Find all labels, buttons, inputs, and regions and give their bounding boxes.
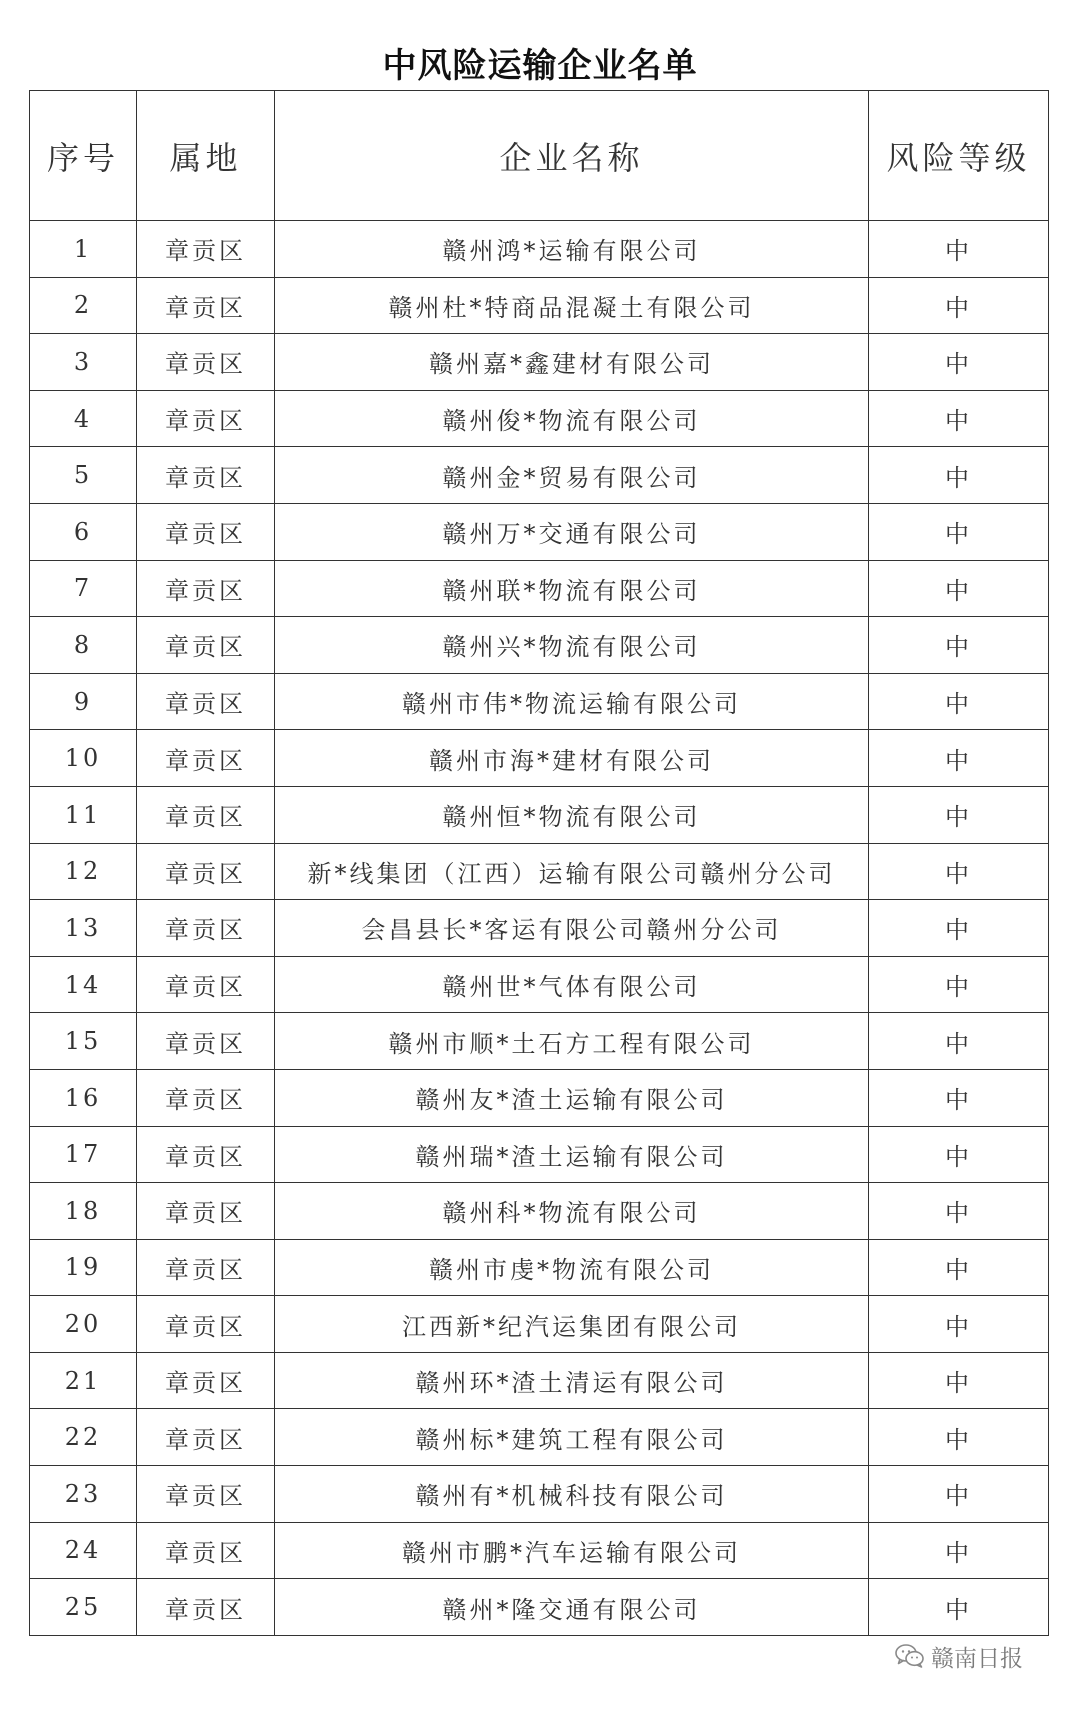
table-row	[30, 956, 1049, 1013]
serial-number-cell: 18	[30, 1183, 137, 1240]
district-cell: 章贡区	[137, 277, 275, 334]
serial-number-cell: 11	[30, 786, 137, 843]
table-row	[30, 221, 1049, 278]
serial-number-cell: 21	[30, 1352, 137, 1409]
risk-level-cell: 中	[869, 503, 1049, 560]
risk-level-cell: 中	[869, 786, 1049, 843]
district-cell: 章贡区	[137, 334, 275, 391]
risk-level-cell: 中	[869, 560, 1049, 617]
company-name-cell: 赣州科*物流有限公司	[275, 1183, 869, 1240]
risk-level-cell: 中	[869, 1183, 1049, 1240]
serial-number-cell: 3	[30, 334, 137, 391]
risk-level-cell: 中	[869, 617, 1049, 674]
company-name-cell: 赣州环*渣土清运有限公司	[275, 1352, 869, 1409]
company-name-cell: 赣州联*物流有限公司	[275, 560, 869, 617]
serial-number-cell: 24	[30, 1522, 137, 1579]
company-name-cell: 赣州*隆交通有限公司	[275, 1579, 869, 1636]
serial-number-cell: 8	[30, 617, 137, 674]
table-row	[30, 390, 1049, 447]
table-header-row	[30, 91, 1049, 221]
risk-level-cell: 中	[869, 1126, 1049, 1183]
district-cell: 章贡区	[137, 1579, 275, 1636]
risk-level-cell: 中	[869, 730, 1049, 787]
risk-level-cell: 中	[869, 900, 1049, 957]
table-row	[30, 786, 1049, 843]
district-cell: 章贡区	[137, 390, 275, 447]
table-row	[30, 447, 1049, 504]
risk-level-cell: 中	[869, 1352, 1049, 1409]
risk-level-cell: 中	[869, 1409, 1049, 1466]
company-name-cell: 江西新*纪汽运集团有限公司	[275, 1296, 869, 1353]
risk-level-cell: 中	[869, 334, 1049, 391]
district-cell: 章贡区	[137, 1239, 275, 1296]
district-cell: 章贡区	[137, 673, 275, 730]
company-name-cell: 赣州瑞*渣土运输有限公司	[275, 1126, 869, 1183]
header-company-name: 企业名称	[275, 91, 869, 221]
table-row	[30, 503, 1049, 560]
risk-level-cell: 中	[869, 390, 1049, 447]
table-row	[30, 617, 1049, 674]
district-cell: 章贡区	[137, 900, 275, 957]
table-row	[30, 560, 1049, 617]
serial-number-cell: 12	[30, 843, 137, 900]
table-row	[30, 277, 1049, 334]
serial-number-cell: 15	[30, 1013, 137, 1070]
risk-level-cell: 中	[869, 1013, 1049, 1070]
district-cell: 章贡区	[137, 1296, 275, 1353]
company-name-cell: 赣州有*机械科技有限公司	[275, 1466, 869, 1523]
table-row	[30, 1409, 1049, 1466]
serial-number-cell: 20	[30, 1296, 137, 1353]
company-name-cell: 赣州市伟*物流运输有限公司	[275, 673, 869, 730]
company-name-cell: 赣州嘉*鑫建材有限公司	[275, 334, 869, 391]
serial-number-cell: 9	[30, 673, 137, 730]
table-row	[30, 673, 1049, 730]
risk-level-cell: 中	[869, 956, 1049, 1013]
table-row	[30, 1579, 1049, 1636]
table-body	[30, 221, 1049, 1636]
company-name-cell: 赣州兴*物流有限公司	[275, 617, 869, 674]
serial-number-cell: 16	[30, 1069, 137, 1126]
risk-level-cell: 中	[869, 1239, 1049, 1296]
district-cell: 章贡区	[137, 956, 275, 1013]
district-cell: 章贡区	[137, 447, 275, 504]
company-name-cell: 赣州市虔*物流有限公司	[275, 1239, 869, 1296]
company-name-cell: 赣州世*气体有限公司	[275, 956, 869, 1013]
company-name-cell: 赣州俊*物流有限公司	[275, 390, 869, 447]
risk-level-cell: 中	[869, 1522, 1049, 1579]
company-name-cell: 赣州市鹏*汽车运输有限公司	[275, 1522, 869, 1579]
table-row	[30, 1466, 1049, 1523]
district-cell: 章贡区	[137, 786, 275, 843]
serial-number-cell: 14	[30, 956, 137, 1013]
serial-number-cell: 4	[30, 390, 137, 447]
risk-level-cell: 中	[869, 447, 1049, 504]
risk-level-cell: 中	[869, 277, 1049, 334]
serial-number-cell: 10	[30, 730, 137, 787]
company-name-cell: 赣州金*贸易有限公司	[275, 447, 869, 504]
company-name-cell: 新*线集团（江西）运输有限公司赣州分公司	[275, 843, 869, 900]
district-cell: 章贡区	[137, 1013, 275, 1070]
risk-level-cell: 中	[869, 673, 1049, 730]
table-row	[30, 1296, 1049, 1353]
table-row	[30, 1069, 1049, 1126]
table-row	[30, 900, 1049, 957]
risk-level-cell: 中	[869, 1579, 1049, 1636]
risk-level-cell: 中	[869, 1069, 1049, 1126]
serial-number-cell: 13	[30, 900, 137, 957]
table-row	[30, 1522, 1049, 1579]
wechat-icon	[895, 1643, 925, 1669]
table-row	[30, 1239, 1049, 1296]
district-cell: 章贡区	[137, 221, 275, 278]
table-row	[30, 843, 1049, 900]
header-serial-number: 序号	[30, 91, 137, 221]
company-name-cell: 赣州鸿*运输有限公司	[275, 221, 869, 278]
serial-number-cell: 23	[30, 1466, 137, 1523]
risk-level-cell: 中	[869, 1296, 1049, 1353]
company-name-cell: 赣州市顺*土石方工程有限公司	[275, 1013, 869, 1070]
district-cell: 章贡区	[137, 617, 275, 674]
table-row	[30, 1352, 1049, 1409]
district-cell: 章贡区	[137, 843, 275, 900]
district-cell: 章贡区	[137, 1069, 275, 1126]
district-cell: 章贡区	[137, 503, 275, 560]
company-name-cell: 赣州万*交通有限公司	[275, 503, 869, 560]
header-district: 属地	[137, 91, 275, 221]
district-cell: 章贡区	[137, 1466, 275, 1523]
serial-number-cell: 19	[30, 1239, 137, 1296]
table-row	[30, 1126, 1049, 1183]
serial-number-cell: 25	[30, 1579, 137, 1636]
serial-number-cell: 6	[30, 503, 137, 560]
serial-number-cell: 22	[30, 1409, 137, 1466]
district-cell: 章贡区	[137, 1183, 275, 1240]
serial-number-cell: 7	[30, 560, 137, 617]
company-name-cell: 赣州恒*物流有限公司	[275, 786, 869, 843]
risk-level-cell: 中	[869, 221, 1049, 278]
source-watermark	[895, 1638, 1045, 1674]
company-name-cell: 会昌县长*客运有限公司赣州分公司	[275, 900, 869, 957]
serial-number-cell: 5	[30, 447, 137, 504]
company-name-cell: 赣州友*渣土运输有限公司	[275, 1069, 869, 1126]
risk-level-cell: 中	[869, 1466, 1049, 1523]
header-risk-level: 风险等级	[869, 91, 1049, 221]
district-cell: 章贡区	[137, 1522, 275, 1579]
serial-number-cell: 2	[30, 277, 137, 334]
district-cell: 章贡区	[137, 1409, 275, 1466]
risk-company-table	[29, 90, 1049, 1636]
table-row	[30, 730, 1049, 787]
document-title: 中风险运输企业名单	[382, 46, 698, 86]
company-name-cell: 赣州市海*建材有限公司	[275, 730, 869, 787]
risk-level-cell: 中	[869, 843, 1049, 900]
table-row	[30, 1013, 1049, 1070]
company-name-cell: 赣州杜*特商品混凝土有限公司	[275, 277, 869, 334]
district-cell: 章贡区	[137, 1352, 275, 1409]
district-cell: 章贡区	[137, 1126, 275, 1183]
company-name-cell: 赣州标*建筑工程有限公司	[275, 1409, 869, 1466]
district-cell: 章贡区	[137, 560, 275, 617]
serial-number-cell: 1	[30, 221, 137, 278]
district-cell: 章贡区	[137, 730, 275, 787]
watermark-text: 赣南日报	[931, 1645, 1023, 1672]
table-row	[30, 1183, 1049, 1240]
table-row	[30, 334, 1049, 391]
serial-number-cell: 17	[30, 1126, 137, 1183]
